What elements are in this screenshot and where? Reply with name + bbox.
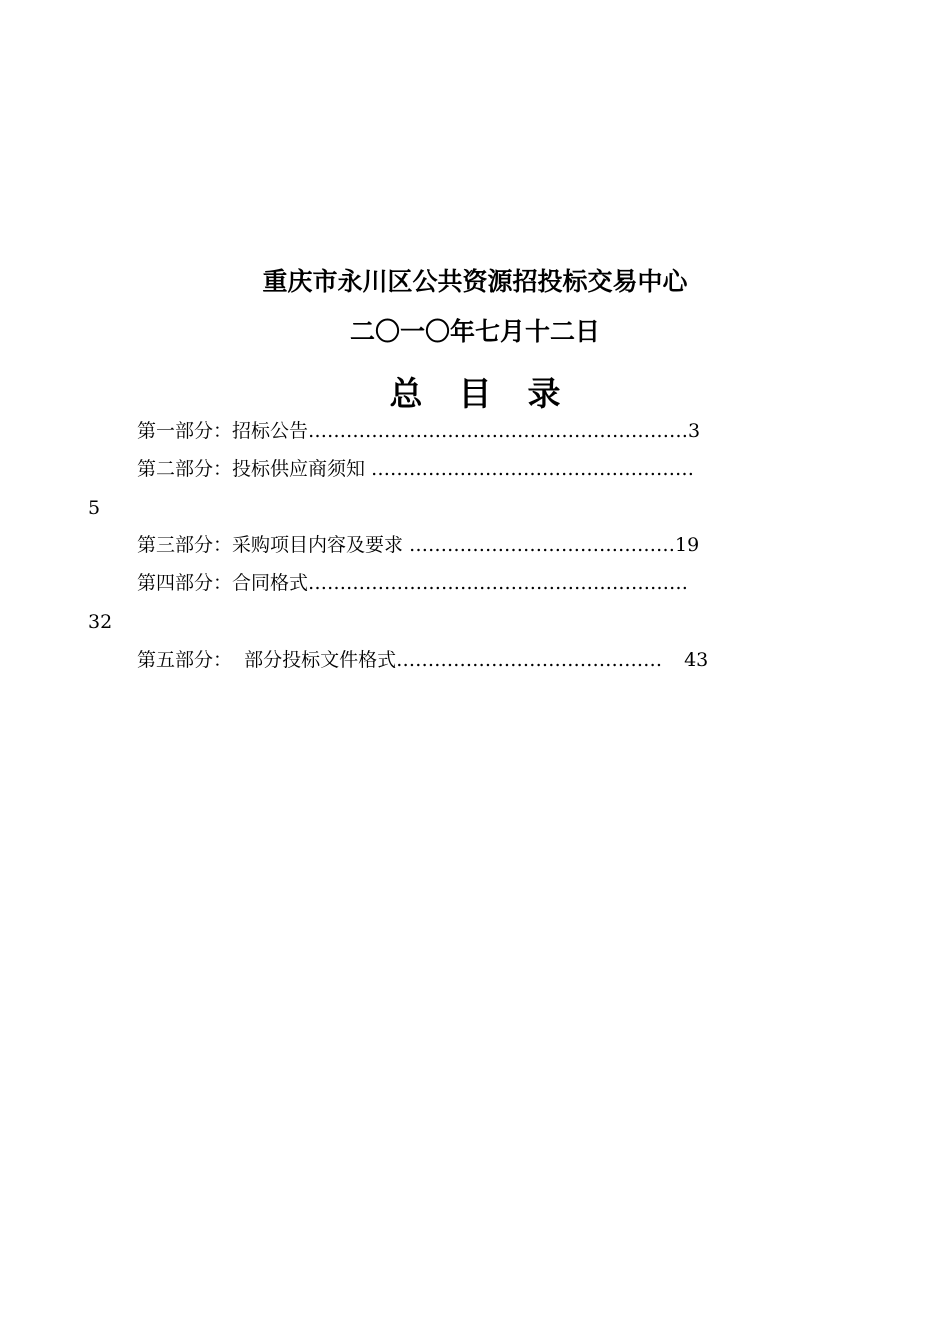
toc-entry-page: 19 <box>675 534 700 556</box>
toc-entry-1[interactable] <box>137 418 700 444</box>
toc-entry-label: 第五部分： 部分投标文件格式 <box>137 649 397 671</box>
toc-entry-label: 第三部分：采购项目内容及要求 <box>137 534 410 556</box>
document-date: 二〇一〇年七月十二日 <box>349 317 600 346</box>
toc-entry-leader: …………………………………… <box>396 649 663 671</box>
toc-entry-4[interactable] <box>137 570 688 596</box>
toc-entry-page: 43 <box>684 649 709 671</box>
toc-title: 总目录 <box>389 374 597 413</box>
toc-entry-3[interactable] <box>137 532 699 558</box>
toc-entry-page: 32 <box>88 611 113 633</box>
toc-entry-page: 5 <box>88 497 101 519</box>
toc-entry-leader: …………………………………………………… <box>308 420 689 442</box>
toc-entry-label: 第四部分：合同格式 <box>137 572 309 594</box>
toc-entry-leader: …………………………………………………… <box>308 572 689 594</box>
toc-entry-5[interactable] <box>137 647 708 673</box>
organization-name: 重庆市永川区公共资源招投标交易中心 <box>262 267 688 296</box>
toc-entry-page: 3 <box>688 420 701 442</box>
toc-entry-leader: …………………………………………… <box>371 458 695 480</box>
toc-entry-label: 第一部分：招标公告 <box>137 420 309 442</box>
toc-entry-leader: …………………………………… <box>409 534 676 556</box>
toc-entry-2[interactable] <box>137 456 694 482</box>
toc-entry-label: 第二部分：投标供应商须知 <box>137 458 372 480</box>
